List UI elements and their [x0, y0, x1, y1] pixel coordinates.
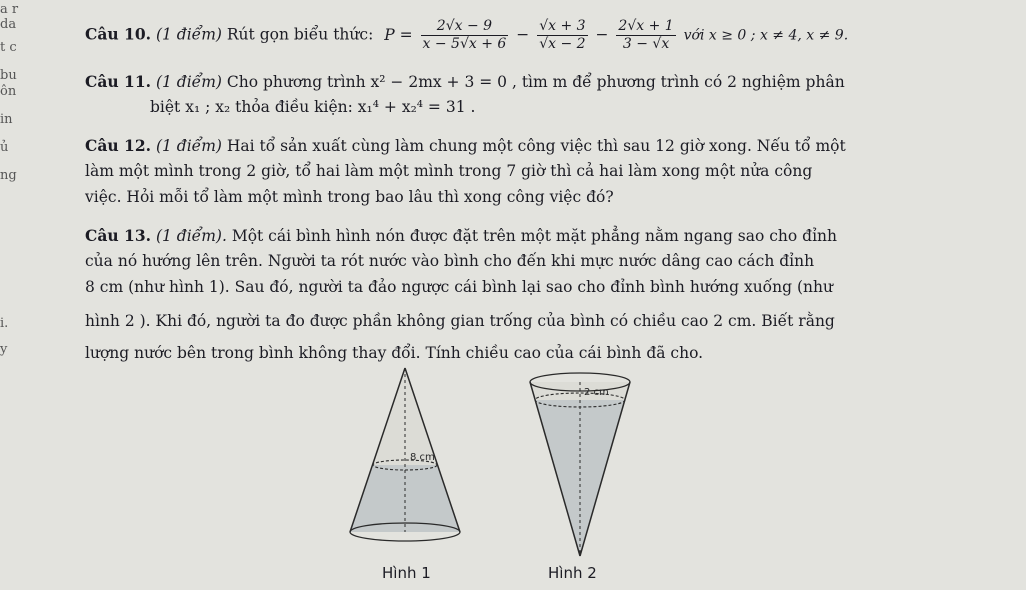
- margin-fragment: da: [0, 17, 17, 32]
- question-11-points: (1 điểm): [155, 73, 222, 91]
- margin-fragment: bu: [0, 68, 17, 83]
- margin-fragment: ng: [0, 168, 17, 183]
- question-13-label: Câu 13.: [85, 226, 152, 245]
- fraction-1: [421, 18, 509, 53]
- question-12-line-2: làm một mình trong 2 giờ, tổ hai làm một mình trong 7 giờ thì cả hai làm xong một nửa công: [85, 162, 813, 180]
- figure-2-cone: [520, 362, 640, 562]
- figure-1-measure-label: 8 cm: [410, 452, 435, 463]
- margin-fragment: ủ: [0, 140, 9, 155]
- expression-p-lhs: P =: [384, 25, 413, 44]
- margin-fragment: t c: [0, 40, 17, 55]
- fraction-2: [537, 18, 587, 53]
- question-12-line-1: [85, 136, 846, 155]
- margin-fragment: in: [0, 112, 13, 127]
- margin-fragment: ôn: [0, 84, 17, 99]
- fraction-3-numerator: 2√x + 1: [618, 18, 674, 34]
- question-10-label: Câu 10.: [85, 24, 152, 44]
- question-10: [85, 18, 848, 53]
- question-10-points: (1 điểm): [155, 25, 222, 44]
- question-11-line-1: [85, 72, 845, 91]
- fraction-3-denominator: 3 − √x: [622, 36, 670, 52]
- fraction-3: [616, 18, 675, 53]
- question-13-points: (1 điểm).: [155, 227, 227, 245]
- question-13-line-5: lượng nước bên trong bình không thay đổi. Tính chiều cao của cái bình đã cho.: [85, 344, 704, 362]
- minus-sign: −: [595, 25, 609, 44]
- question-13-line-3: 8 cm (như hình 1). Sau đó, người ta đảo ngược cái bình lại sao cho đỉnh bình hướng xuống (như: [85, 278, 833, 296]
- question-12-label: Câu 12.: [85, 136, 152, 155]
- margin-fragment: i.: [0, 316, 9, 331]
- question-13-line-2: của nó hướng lên trên. Người ta rót nước vào bình cho đến khi mực nước dâng cao cách đỉnh: [85, 252, 815, 270]
- question-13-line-1: [85, 226, 837, 245]
- minus-sign: −: [516, 25, 530, 44]
- question-11-label: Câu 11.: [85, 72, 152, 91]
- question-10-text: Rút gọn biểu thức:: [226, 25, 374, 44]
- fraction-2-numerator: √x + 3: [539, 18, 586, 34]
- question-13-line-4: hình 2 ). Khi đó, người ta đo được phần không gian trống của bình có chiều cao 2 cm. Biết rằng: [85, 312, 835, 330]
- question-11-line-2: biệt x₁ ; x₂ thỏa điều kiện: x₁⁴ + x₂⁴ = 31 .: [150, 98, 476, 116]
- figure-2-measure-label: 2 cm: [584, 387, 609, 398]
- question-10-condition: với x ≥ 0 ; x ≠ 4, x ≠ 9.: [683, 27, 849, 44]
- question-12-text: Hai tổ sản xuất cùng làm chung một công việc thì sau 12 giờ xong. Nếu tổ một: [226, 137, 846, 155]
- water-fill: [350, 465, 460, 532]
- figure-1-caption: Hình 1: [382, 564, 431, 582]
- left-margin-fragments: [0, 0, 40, 590]
- fraction-2-denominator: √x − 2: [539, 36, 586, 52]
- figure-1-cone: [330, 362, 480, 562]
- question-12-line-3: việc. Hỏi mỗi tổ làm một mình trong bao lâu thì xong công việc đó?: [85, 188, 614, 206]
- question-13-text: Một cái bình hình nón được đặt trên một mặt phẳng nằm ngang sao cho đỉnh: [231, 227, 838, 245]
- figure-2-caption: Hình 2: [548, 564, 597, 582]
- margin-fragment: y: [0, 342, 8, 357]
- question-11-text: Cho phương trình x² − 2mx + 3 = 0 , tìm m để phương trình có 2 nghiệm phân: [226, 73, 845, 91]
- fraction-1-numerator: 2√x − 9: [421, 18, 509, 36]
- question-12-points: (1 điểm): [155, 137, 222, 155]
- fraction-1-denominator: x − 5√x + 6: [422, 36, 507, 52]
- margin-fragment: a r: [0, 2, 19, 17]
